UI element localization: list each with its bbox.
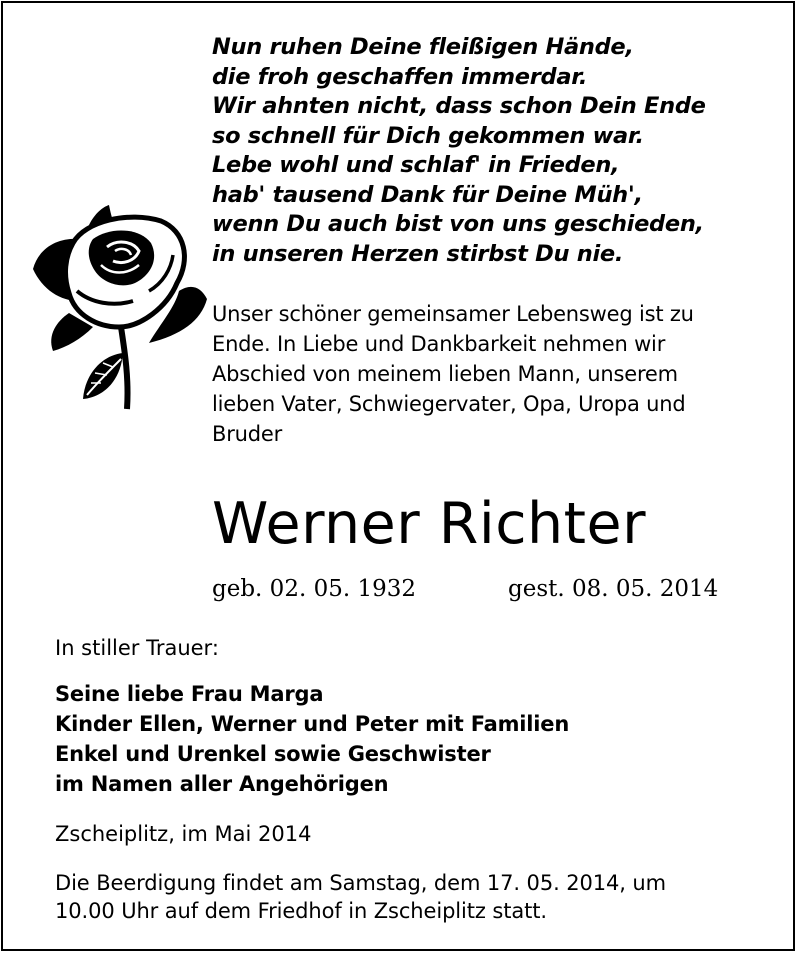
intro-line: Unser schöner gemeinsamer Lebensweg ist zu	[212, 302, 694, 326]
birth-date: geb. 02. 05. 1932	[212, 576, 416, 602]
funeral-line: 10.00 Uhr auf dem Friedhof in Zscheiplitz statt.	[55, 899, 547, 923]
death-date: gest. 08. 05. 2014	[508, 576, 719, 602]
intro-line: Ende. In Liebe und Dankbarkeit nehmen wir	[212, 332, 666, 356]
poem-line: die froh geschaffen immerdar.	[212, 63, 588, 90]
poem-line: hab' tausend Dank für Deine Müh',	[212, 181, 643, 208]
intro-line: lieben Vater, Schwiegervater, Opa, Uropa und	[212, 392, 686, 416]
poem-line: in unseren Herzen stirbst Du nie.	[212, 240, 624, 267]
poem-line: Nun ruhen Deine fleißigen Hände,	[212, 34, 634, 60]
mourning-label: In stiller Trauer:	[55, 636, 219, 660]
poem	[212, 33, 772, 269]
place-date: Zscheiplitz, im Mai 2014	[55, 822, 312, 846]
mourner-line: Kinder Ellen, Werner und Peter mit Familien	[55, 712, 570, 736]
rose-icon	[29, 203, 209, 413]
deceased-name: Werner Richter	[212, 491, 647, 557]
poem-line: wenn Du auch bist von uns geschieden,	[212, 211, 704, 237]
mourners-list	[55, 679, 755, 799]
funeral-line: Die Beerdigung findet am Samstag, dem 17. 05. 2014, um	[55, 871, 666, 895]
mourner-line: im Namen aller Angehörigen	[55, 772, 389, 796]
mourner-line: Enkel und Urenkel sowie Geschwister	[55, 742, 491, 766]
poem-line: so schnell für Dich gekommen war.	[212, 122, 644, 149]
poem-line: Wir ahnten nicht, dass schon Dein Ende	[212, 93, 706, 119]
intro-line: Bruder	[212, 422, 283, 446]
poem-line: Lebe wohl und schlaf' in Frieden,	[212, 152, 620, 178]
intro-line: Abschied von meinem lieben Mann, unserem	[212, 362, 678, 386]
funeral-notice	[55, 869, 775, 925]
obituary-frame	[1, 1, 795, 951]
mourner-line: Seine liebe Frau Marga	[55, 682, 324, 706]
intro-text	[212, 299, 772, 449]
